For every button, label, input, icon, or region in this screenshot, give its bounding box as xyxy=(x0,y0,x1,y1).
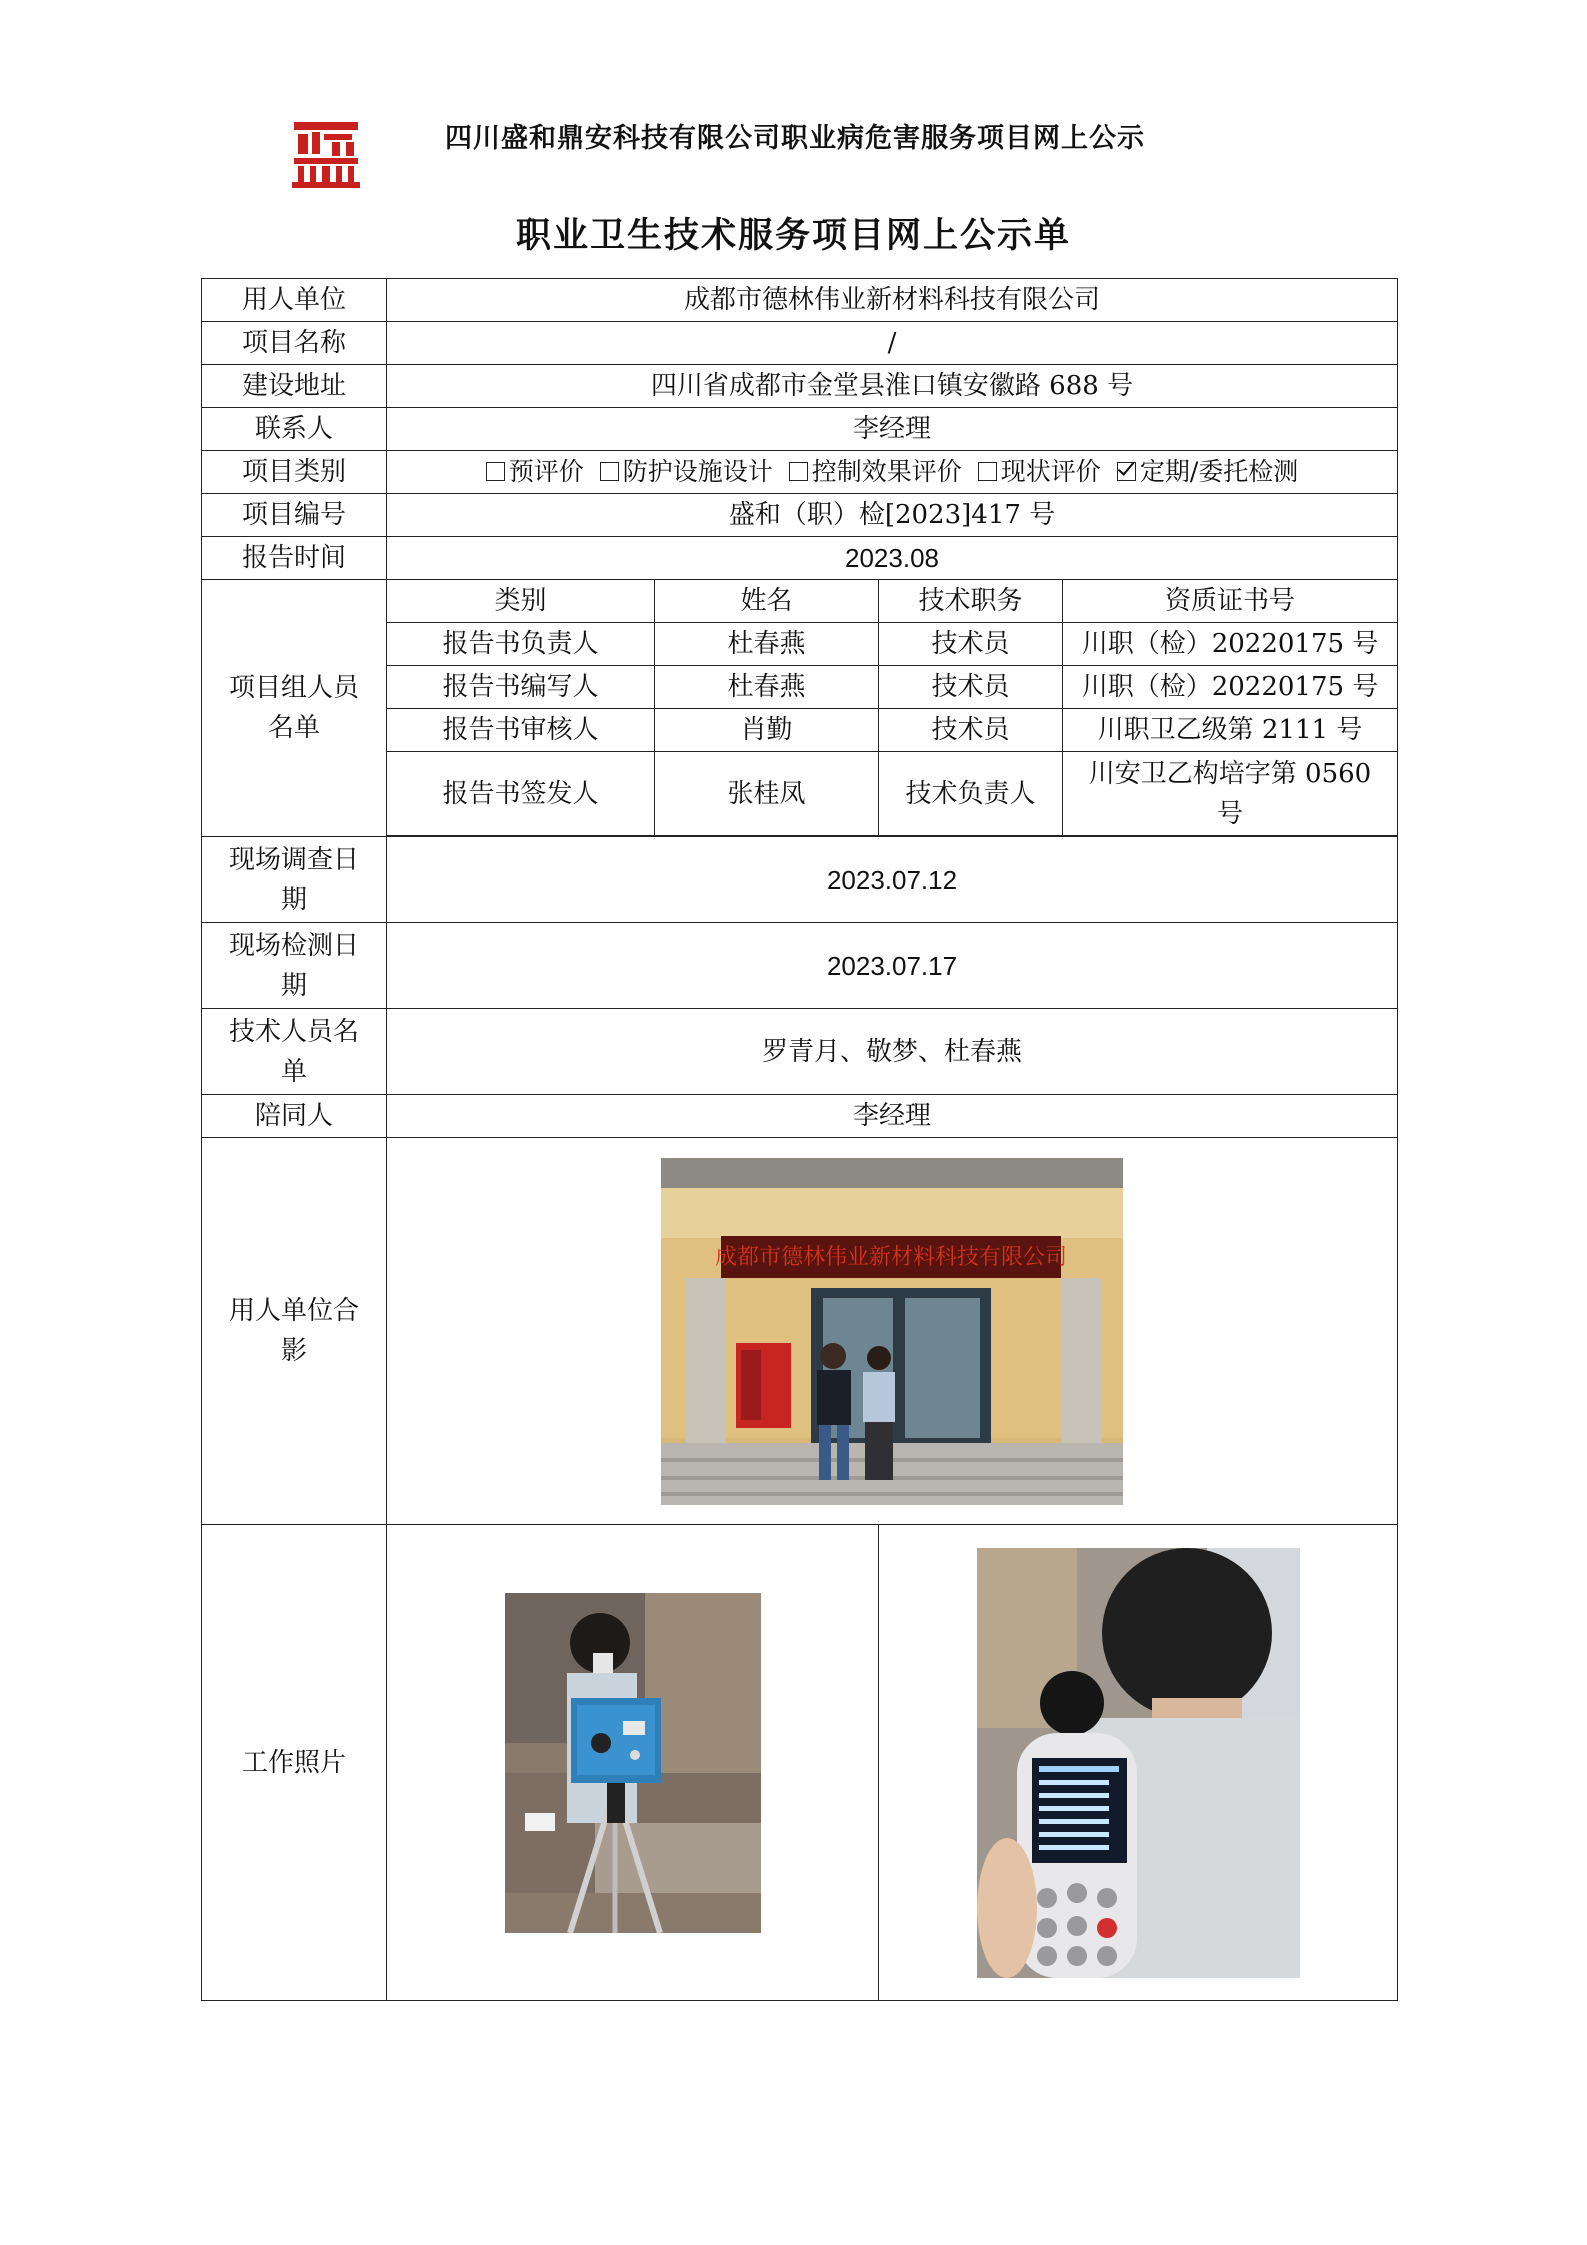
project-name-value: / xyxy=(387,322,1398,365)
category-status-evaluation: 现状评价 xyxy=(978,452,1101,492)
work-photo-label: 工作照片 xyxy=(202,1525,387,2001)
team-name: 杜春燕 xyxy=(655,623,879,666)
project-no-label: 项目编号 xyxy=(202,494,387,537)
group-photo-label: 用人单位合影 xyxy=(202,1138,387,1525)
document-title: 职业卫生技术服务项目网上公示单 xyxy=(515,216,1071,256)
detect-date-label: 现场检测日期 xyxy=(202,923,387,1009)
team-title: 技术员 xyxy=(879,709,1063,752)
accompany-value: 李经理 xyxy=(387,1095,1398,1138)
project-name-label: 项目名称 xyxy=(202,322,387,365)
project-no-value: 盛和（职）检[2023]417 号 xyxy=(387,494,1398,537)
team-cert: 川安卫乙构培字第 0560 号 xyxy=(1063,752,1398,836)
team-title: 技术员 xyxy=(879,623,1063,666)
address-value: 四川省成都市金堂县淮口镇安徽路 688 号 xyxy=(387,365,1398,408)
team-header-title: 技术职务 xyxy=(879,580,1063,623)
team-header-cert: 资质证书号 xyxy=(1063,580,1398,623)
group-photo xyxy=(661,1158,1123,1505)
report-time-value: 2023.08 xyxy=(387,537,1398,580)
contact-value: 李经理 xyxy=(387,408,1398,451)
category-periodic-detection: 定期/委托检测 xyxy=(1117,452,1298,492)
category-pre-evaluation: 预评价 xyxy=(486,452,584,492)
checkbox-checked-icon xyxy=(1117,462,1136,481)
checkbox-icon xyxy=(486,462,505,481)
team-role: 报告书负责人 xyxy=(387,623,655,666)
work-photo-sound-meter xyxy=(977,1548,1300,1978)
contact-label: 联系人 xyxy=(202,408,387,451)
tech-staff-label: 技术人员名单 xyxy=(202,1009,387,1095)
team-name: 杜春燕 xyxy=(655,666,879,709)
checkbox-icon xyxy=(600,462,619,481)
company-title: 四川盛和鼎安科技有限公司职业病危害服务项目网上公示 xyxy=(445,123,1145,154)
survey-date-label: 现场调查日期 xyxy=(202,837,387,923)
team-cert: 川职（检）20220175 号 xyxy=(1063,623,1398,666)
work-photo-cell-left xyxy=(387,1525,879,2001)
work-photo-sampler xyxy=(505,1593,761,1933)
team-header-name: 姓名 xyxy=(655,580,879,623)
report-time-label: 报告时间 xyxy=(202,537,387,580)
team-cert: 川职（检）20220175 号 xyxy=(1063,666,1398,709)
checkbox-icon xyxy=(789,462,808,481)
company-logo xyxy=(288,116,364,192)
building-sign-text: 成都市德林伟业新材料科技有限公司 xyxy=(714,1244,1068,1270)
team-title: 技术负责人 xyxy=(879,752,1063,836)
team-role: 报告书编写人 xyxy=(387,666,655,709)
detect-date-value: 2023.07.17 xyxy=(387,923,1398,1009)
publicity-form-table xyxy=(201,278,1398,2001)
team-role: 报告书审核人 xyxy=(387,709,655,752)
employer-label: 用人单位 xyxy=(202,279,387,322)
category-options xyxy=(387,451,1398,494)
tech-staff-value: 罗青月、敬梦、杜春燕 xyxy=(387,1009,1398,1095)
team-label: 项目组人员名单 xyxy=(202,580,387,837)
employer-value: 成都市德林伟业新材料科技有限公司 xyxy=(387,279,1398,322)
checkbox-icon xyxy=(978,462,997,481)
category-label: 项目类别 xyxy=(202,451,387,494)
team-title: 技术员 xyxy=(879,666,1063,709)
team-cert: 川职卫乙级第 2111 号 xyxy=(1063,709,1398,752)
team-header-category: 类别 xyxy=(387,580,655,623)
accompany-label: 陪同人 xyxy=(202,1095,387,1138)
team-name: 肖勤 xyxy=(655,709,879,752)
category-control-effect: 控制效果评价 xyxy=(789,452,962,492)
group-photo-cell xyxy=(387,1138,1398,1525)
category-protection-design: 防护设施设计 xyxy=(600,452,773,492)
team-role: 报告书签发人 xyxy=(387,752,655,836)
team-name: 张桂凤 xyxy=(655,752,879,836)
survey-date-value: 2023.07.12 xyxy=(387,837,1398,923)
work-photo-cell-right xyxy=(879,1525,1398,2001)
address-label: 建设地址 xyxy=(202,365,387,408)
